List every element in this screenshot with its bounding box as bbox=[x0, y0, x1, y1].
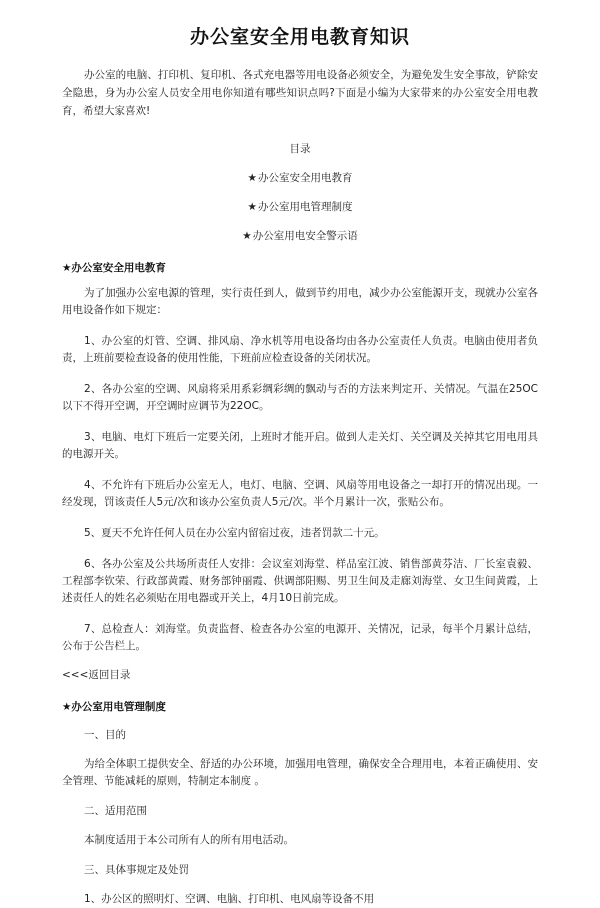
paragraph: 1、办公区的照明灯、空调、电脑、打印机、电风扇等设备不用 bbox=[84, 893, 375, 905]
section-heading-management-rules: ★办公室用电管理制度 bbox=[62, 701, 166, 713]
toc-item-label: 办公室安全用电教育 bbox=[257, 172, 353, 184]
paragraph: 为了加强办公室电源的管理，实行责任到人，做到节约用电，减少办公室能源开支，现就办公室各用电设备作如下规定： bbox=[62, 287, 538, 316]
paragraph: 7、总检查人：刘海堂。负责监督、检查各办公室的电源开、关情况，记录，每半个月累计总结，公布于公告栏上。 bbox=[62, 623, 538, 652]
paragraph: 本制度适用于本公司所有人的所有用电活动。 bbox=[84, 834, 294, 846]
toc-item-management-rules[interactable] bbox=[62, 200, 538, 214]
subsection-title-purpose: 一、目的 bbox=[84, 729, 126, 741]
back-to-toc-link[interactable]: <<<返回目录 bbox=[62, 669, 131, 681]
toc-item-label: 办公室用电管理制度 bbox=[257, 201, 353, 213]
star-icon: ★ bbox=[247, 201, 257, 213]
paragraph: 5、夏天不允许任何人员在办公室内留宿过夜，违者罚款二十元。 bbox=[84, 527, 385, 539]
toc-item-warning-slogans[interactable] bbox=[62, 229, 538, 243]
subsection-title-scope: 二、适用范围 bbox=[84, 805, 147, 817]
paragraph: 2、各办公室的空调、风扇将采用系彩绸彩绸的飘动与否的方法来判定开、关情况。气温在25OC以下不得开空调，开空调时应调节为22OC。 bbox=[62, 383, 538, 412]
paragraph: 3、电脑、电灯下班后一定要关闭，上班时才能开启。做到人走关灯、关空调及关掉其它用电用具的电源开关。 bbox=[62, 431, 538, 460]
subsection-title-rules: 三、具体事规定及处罚 bbox=[84, 864, 189, 876]
section-heading-safety-education: ★办公室安全用电教育 bbox=[62, 262, 166, 274]
intro-paragraph: 办公室的电脑、打印机、复印机、各式充电器等用电设备必须安全，为避免发生安全事故，铲除安全隐患，身为办公室人员安全用电你知道有哪些知识点吗?下面是小编为大家带来的办公室安全用电教育，希望大家喜欢! bbox=[62, 69, 538, 117]
toc-item-safety-education[interactable] bbox=[62, 171, 538, 185]
paragraph: 4、不允许有下班后办公室无人，电灯、电脑、空调、风扇等用电设备之一却打开的情况出现。一经发现，罚该责任人5元/次和该办公室负责人5元/次。半个月累计一次，张贴公布。 bbox=[62, 479, 538, 508]
paragraph: 1、办公室的灯管、空调、排风扇、净水机等用电设备均由各办公室责任人负责。电脑由使用者负责，上班前要检查设备的使用性能，下班前应检查设备的关闭状况。 bbox=[62, 335, 538, 364]
star-icon: ★ bbox=[242, 230, 252, 242]
toc-item-label: 办公室用电安全警示语 bbox=[252, 230, 358, 242]
document-title: 办公室安全用电教育知识 bbox=[189, 26, 410, 48]
star-icon: ★ bbox=[247, 172, 257, 184]
paragraph: 为给全体职工提供安全、舒适的办公环境，加强用电管理，确保安全合理用电，本着正确使用、安全管理、节能减耗的原则，特制定本制度 。 bbox=[62, 758, 538, 787]
paragraph: 6、各办公室及公共场所责任人安排：会议室刘海堂、样品室江波、销售部黄芬洁、厂长室袁毅、工程部李钦荣、行政部黄霞、财务部钟丽霞、供调部阳赐、男卫生间及走廊刘海堂、女卫生间黄霞，上述责任人的姓名必须贴在用电器或开关上，4月10日前完成。 bbox=[62, 558, 538, 604]
toc-heading: 目录 bbox=[289, 143, 311, 155]
